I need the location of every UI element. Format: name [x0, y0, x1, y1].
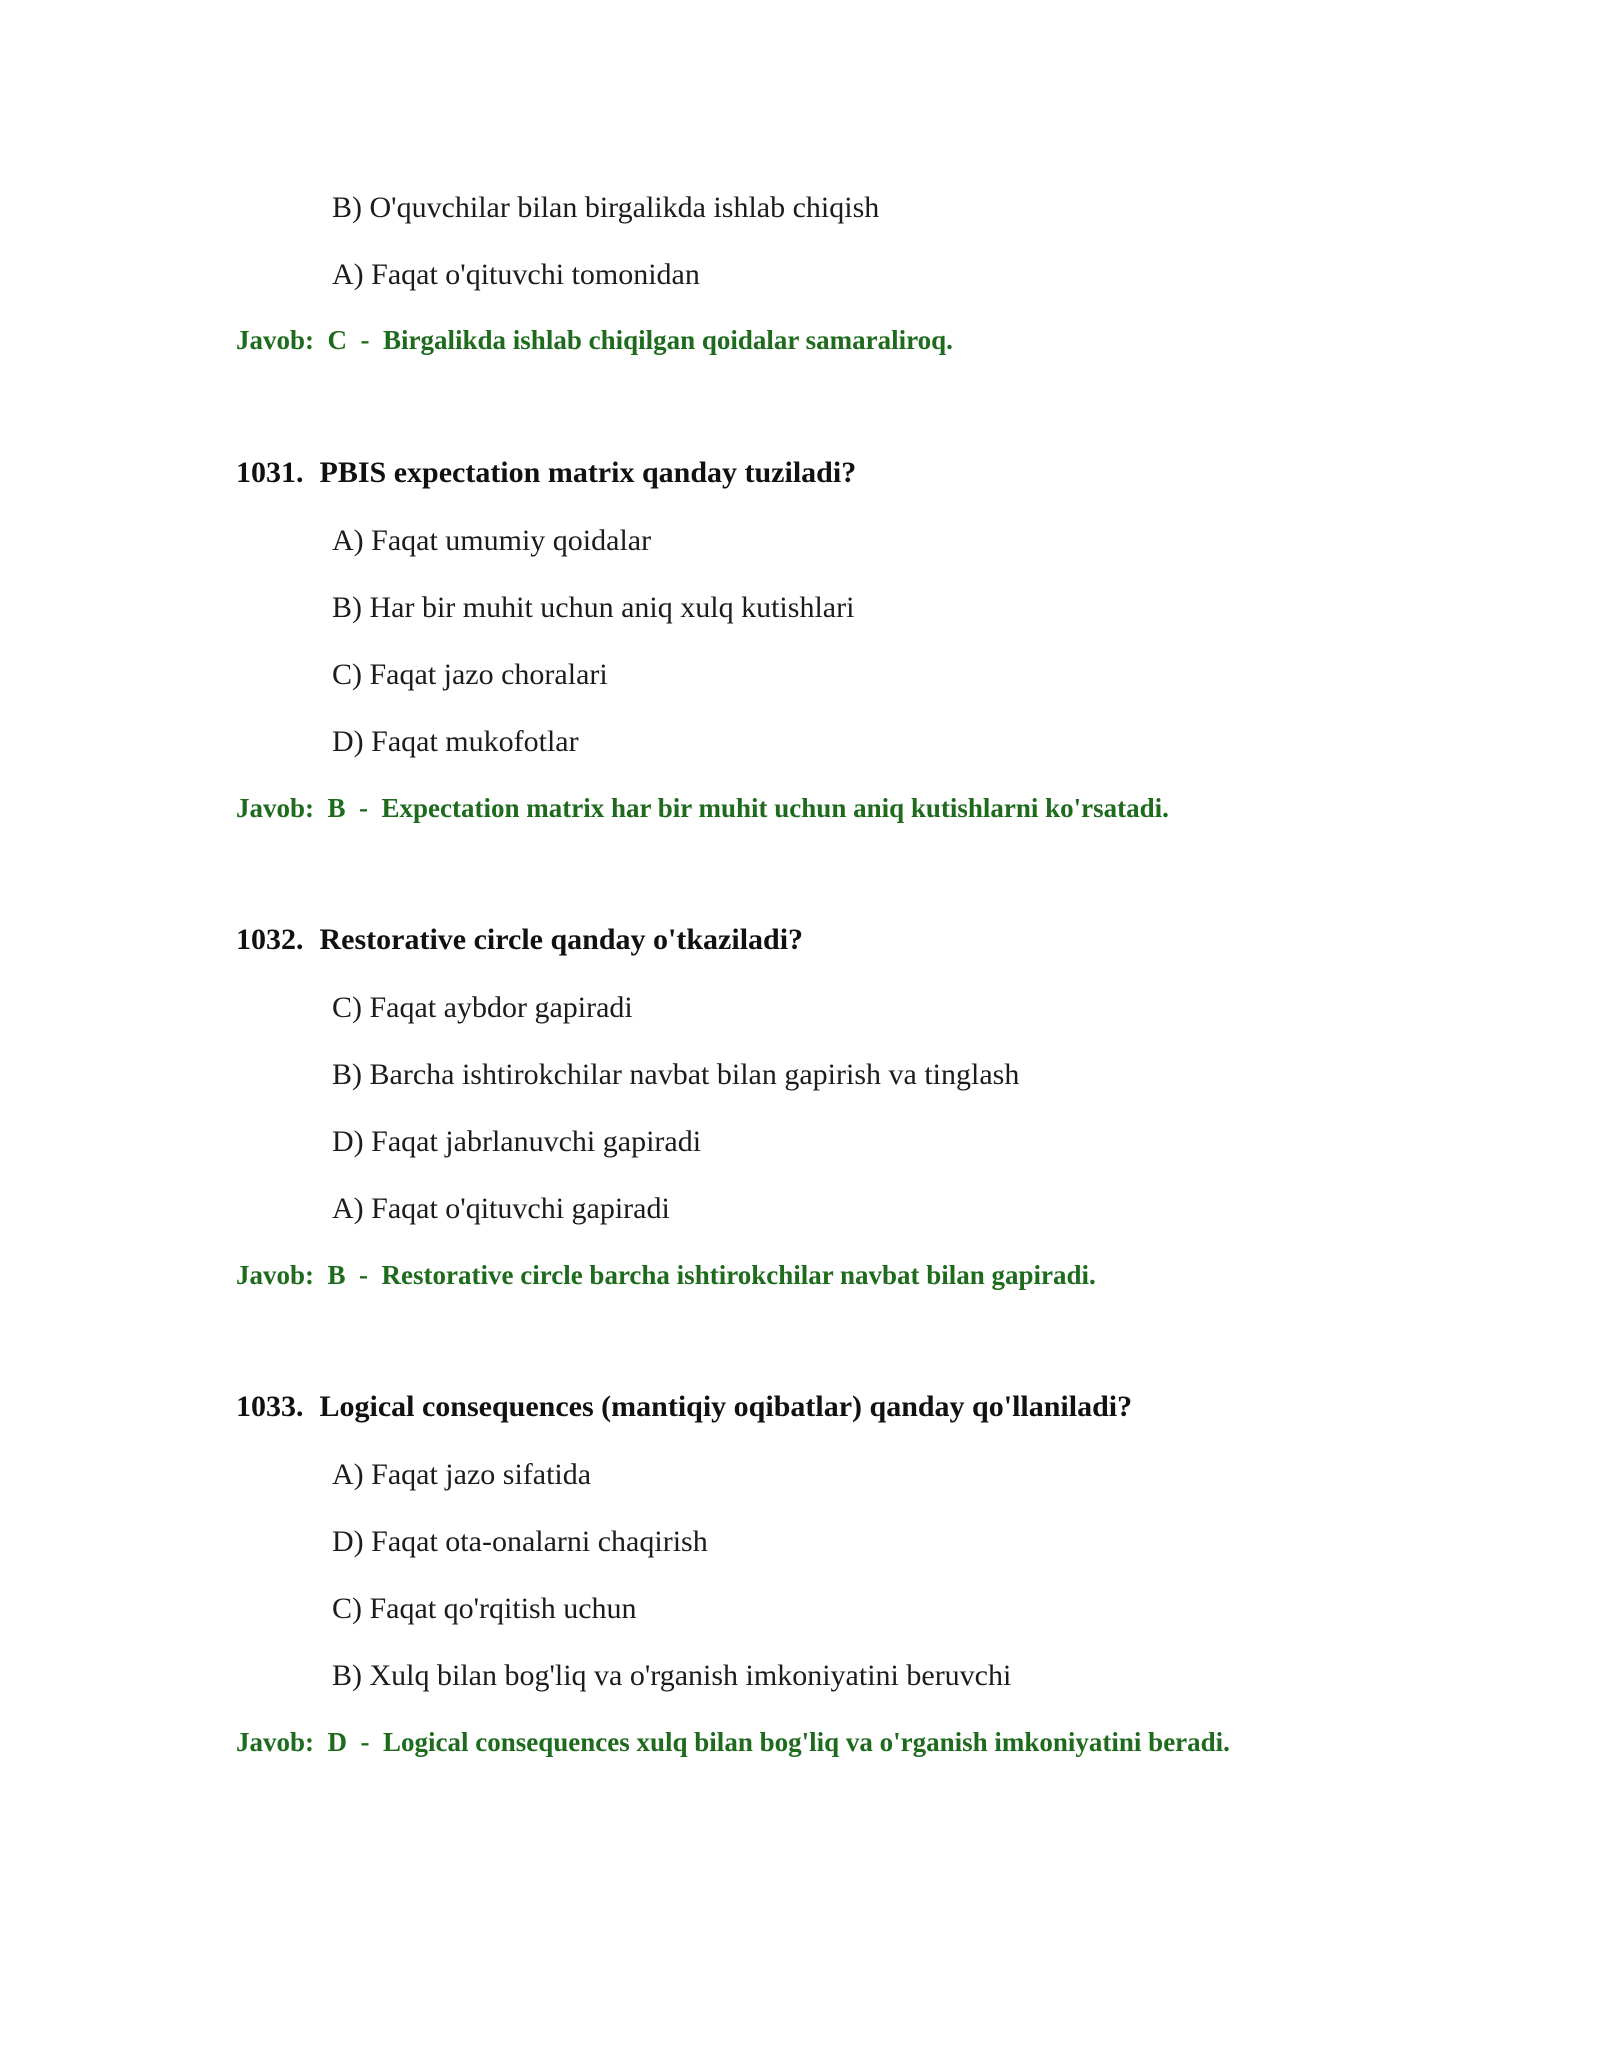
option-prev-a: A) Faqat o'qituvchi tomonidan: [332, 258, 700, 291]
question-text: PBIS expectation matrix qanday tuziladi?: [319, 456, 857, 489]
answer-dash: -: [360, 1727, 370, 1757]
option-1033-1: A) Faqat jazo sifatida: [332, 1458, 592, 1491]
option-1032-1: C) Faqat aybdor gapiradi: [332, 991, 633, 1024]
answer-1032: [236, 1262, 1096, 1289]
answer-explanation: Restorative circle barcha ishtirokchilar navbat bilan gapiradi.: [381, 1260, 1096, 1290]
option-1031-2: B) Har bir muhit uchun aniq xulq kutishlari: [332, 591, 855, 624]
question-1032: [236, 925, 803, 955]
answer-label: Javob:: [236, 1727, 315, 1757]
answer-dash: -: [359, 1260, 369, 1290]
option-1033-2: D) Faqat ota-onalarni chaqirish: [332, 1525, 708, 1558]
answer-label: Javob:: [236, 325, 315, 355]
question-text: Logical consequences (mantiqiy oqibatlar) qanday qo'llaniladi?: [319, 1390, 1133, 1423]
answer-1031: [236, 795, 1169, 822]
question-number: 1033.: [236, 1390, 304, 1423]
option-1031-4: D) Faqat mukofotlar: [332, 725, 579, 758]
answer-letter: B: [327, 793, 346, 823]
answer-dash: -: [360, 325, 370, 355]
option-1033-4: B) Xulq bilan bog'liq va o'rganish imkoniyatini beruvchi: [332, 1659, 1012, 1692]
answer-prev: [236, 327, 953, 354]
option-1031-3: C) Faqat jazo choralari: [332, 658, 608, 691]
option-prev-b: B) O'quvchilar bilan birgalikda ishlab chiqish: [332, 191, 880, 224]
answer-letter: D: [327, 1727, 348, 1757]
option-1031-1: A) Faqat umumiy qoidalar: [332, 524, 652, 557]
question-number: 1031.: [236, 456, 304, 489]
answer-label: Javob:: [236, 1260, 315, 1290]
question-number: 1032.: [236, 923, 304, 956]
option-1032-3: D) Faqat jabrlanuvchi gapiradi: [332, 1125, 702, 1158]
answer-letter: C: [327, 325, 348, 355]
answer-1033: [236, 1729, 1230, 1756]
answer-dash: -: [359, 793, 369, 823]
answer-explanation: Birgalikda ishlab chiqilgan qoidalar samaraliroq.: [383, 325, 953, 355]
answer-explanation: Expectation matrix har bir muhit uchun aniq kutishlarni ko'rsatadi.: [381, 793, 1169, 823]
option-1032-2: B) Barcha ishtirokchilar navbat bilan gapirish va tinglash: [332, 1058, 1020, 1091]
question-text: Restorative circle qanday o'tkaziladi?: [319, 923, 804, 956]
answer-letter: B: [327, 1260, 346, 1290]
answer-label: Javob:: [236, 793, 315, 823]
question-1033: [236, 1392, 1132, 1422]
question-1031: [236, 458, 856, 488]
option-1033-3: C) Faqat qo'rqitish uchun: [332, 1592, 637, 1625]
answer-explanation: Logical consequences xulq bilan bog'liq va o'rganish imkoniyatini beradi.: [383, 1727, 1230, 1757]
option-1032-4: A) Faqat o'qituvchi gapiradi: [332, 1192, 670, 1225]
